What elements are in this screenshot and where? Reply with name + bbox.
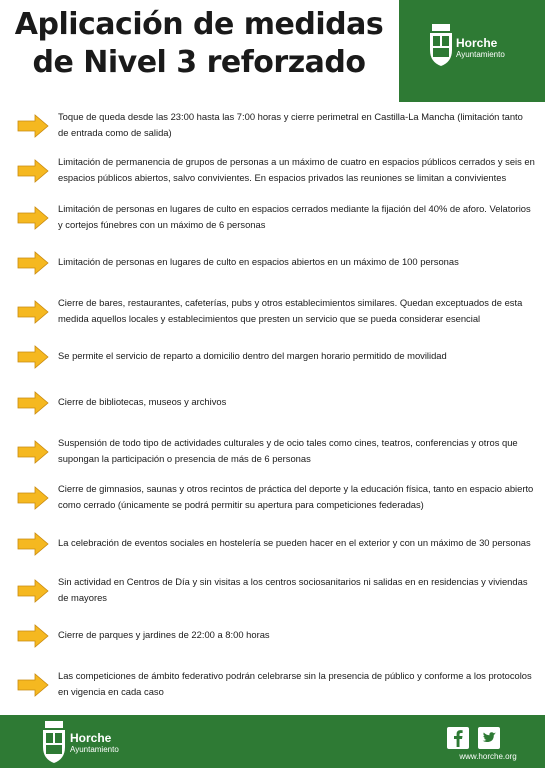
brand-name: Horche: [456, 36, 498, 50]
header-brand-box: [399, 0, 545, 102]
list-item-text: Toque de queda desde las 23:00 hasta las 7:00 horas y cierre perimetral en Castilla-La Mancha (limitación tanto de entrada como de salida): [58, 111, 523, 138]
page-title: [0, 6, 398, 82]
twitter-icon[interactable]: [478, 727, 500, 749]
footer-brand-text: [70, 732, 119, 754]
list-item-text: Se permite el servicio de reparto a domicilio dentro del margen horario permitido de movilidad: [58, 350, 447, 361]
coat-of-arms-icon: [42, 721, 66, 763]
title-line-1: Aplicación de medidas: [14, 7, 384, 42]
list-item-text: Cierre de gimnasios, saunas y otros recintos de práctica del deporte y la educación física, tanto en espacio abierto como cerrado (únicamente se podrá permitir su apertura para competiciones federadas): [58, 483, 534, 510]
brand-subtitle: Ayuntamiento: [456, 50, 505, 59]
footer: [0, 715, 545, 768]
arrow-right-icon: [17, 486, 49, 510]
list-item-text: La celebración de eventos sociales en hostelería se pueden hacer en el exterior y con un máximo de 30 personas: [58, 537, 531, 548]
arrow-right-icon: [17, 579, 49, 603]
arrow-right-icon: [17, 624, 49, 648]
brand-subtitle: Ayuntamiento: [70, 745, 119, 754]
header-brand-text: [456, 37, 505, 59]
list-item-text: Limitación de personas en lugares de culto en espacios cerrados mediante la fijación del 40% de aforo. Velatorios y cortejos fúnebres con un máximo de 6 personas: [58, 203, 531, 230]
arrow-right-icon: [17, 532, 49, 556]
list-item-text: Limitación de permanencia de grupos de personas a un máximo de cuatro en espacios públicos cerrados y seis en espacios públicos abiertos, salvo convivientes. En espacios privados las reuniones se limitan a convivientes: [58, 156, 535, 183]
coat-of-arms-icon: [429, 24, 453, 66]
list-item-text: Cierre de parques y jardines de 22:00 a 8:00 horas: [58, 629, 270, 640]
arrow-right-icon: [17, 345, 49, 369]
list-item-text: Sin actividad en Centros de Día y sin visitas a los centros sociosanitarios ni salidas en en residencias y viviendas de mayores: [58, 576, 528, 603]
website-link[interactable]: www.horche.org: [459, 752, 517, 761]
arrow-right-icon: [17, 206, 49, 230]
facebook-icon[interactable]: [447, 727, 469, 749]
list-item-text: Las competiciones de ámbito federativo podrán celebrarse sin la presencia de público y conforme a los protocolos en vigencia en cada caso: [58, 670, 532, 697]
arrow-right-icon: [17, 251, 49, 275]
arrow-right-icon: [17, 114, 49, 138]
list-item-text: Suspensión de todo tipo de actividades culturales y de ocio tales como cines, teatros, conferencias y otros que supongan la participación o presencia de más de 6 personas: [58, 437, 518, 464]
arrow-right-icon: [17, 391, 49, 415]
list-item-text: Limitación de personas en lugares de culto en espacios abiertos en un máximo de 100 personas: [58, 256, 459, 267]
arrow-right-icon: [17, 673, 49, 697]
list-item-text: Cierre de bibliotecas, museos y archivos: [58, 396, 227, 407]
header: [0, 0, 545, 102]
arrow-right-icon: [17, 159, 49, 183]
arrow-right-icon: [17, 300, 49, 324]
arrow-right-icon: [17, 440, 49, 464]
list-item-text: Cierre de bares, restaurantes, cafeterías, pubs y otros establecimientos similares. Quedan exceptuados de esta medida aquellos locales y establecimientos que presten un servicio que se pueda considerar esencial: [58, 297, 523, 324]
title-line-2: de Nivel 3 reforzado: [32, 45, 366, 80]
brand-name: Horche: [70, 731, 112, 745]
